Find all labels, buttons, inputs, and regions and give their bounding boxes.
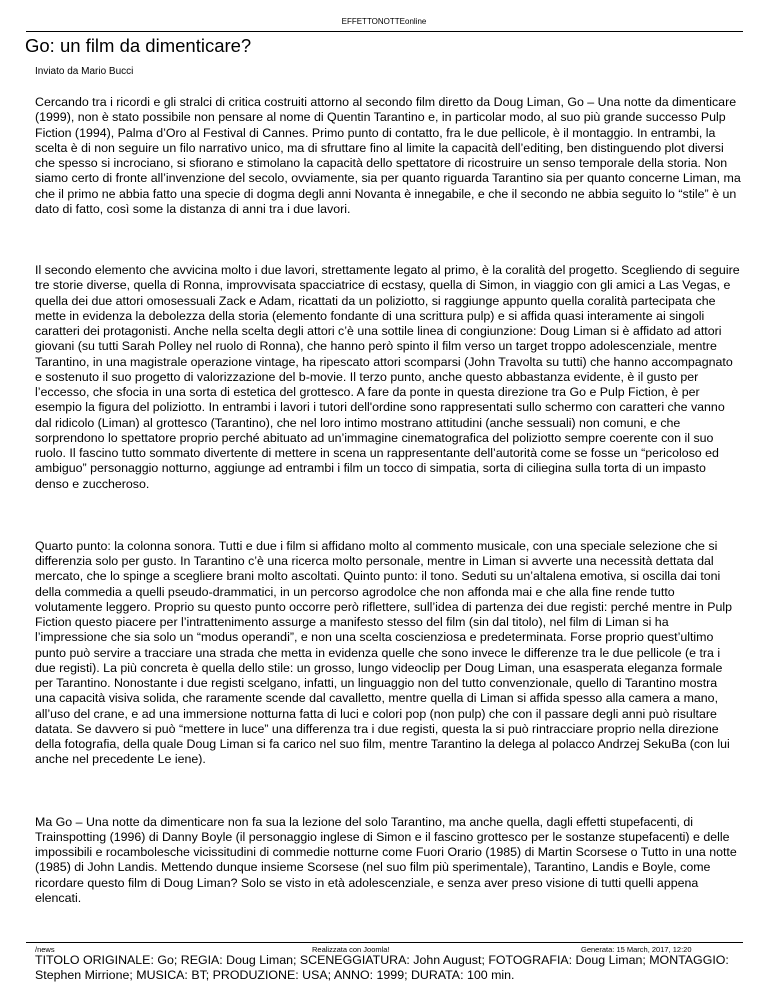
article-paragraph: Ma Go – Una notte da dimenticare non fa sua la lezione del solo Tarantino, ma anche quella, dagli effetti stupefacenti, di Trainspotting (1996) di Danny Boyle (il personaggio inglese di Simon e il fascino grottesco per le sostanze stupefacenti) e delle impossibili e rocambolesche vicissitudini di commedie notturne come Fuori Orario (1985) di Martin Scorsese o Tutto in una notte (1985) di John Landis. Mettendo dunque insieme Scorsese (nel suo film più sperimentale), Tarantino, Landis e Boyle, come ricordare questo film di Doug Liman? Solo se visto in età adolescenziale, e senza aver preso visione di tutti quelli appena elencati. xyxy=(35,814,737,905)
article-body xyxy=(35,95,741,984)
article-paragraph: Cercando tra i ricordi e gli stralci di critica costruiti attorno al secondo film diretto da Doug Liman, Go – Una notte da dimenticare (1999), non è stato possibile non pensare al nome di Quentin Tarantino e, in particolar modo, al suo più grande successo Pulp Fiction (1994), Palma d’Oro al Festival di Cannes. Primo punto di contatto, fra le due pellicole, è il montaggio. In entrambi, la scelta è di non seguire un filo narrativo unico, ma di sfruttare fino al limite la capacità dell’editing, ben distinguendo plot diversi che spesso si incrociano, si sfiorano e stimolano la capacità dello spettatore di ricostruire un senso temporale della storia. Non siamo certo di fronte all’invenzione del secolo, ovviamente, sia per quanto riguarda Tarantino sia per quanto concerne Liman, ma che il primo ne abbia fatto una specie di dogma degli anni Novanta è innegabile, e che il secondo ne abbia seguito lo “stile” è un dato di fatto, così some la distanza di anni tra i due lavori. xyxy=(35,95,741,216)
footer-credit: Realizzata con Joomla! xyxy=(312,945,390,954)
article-byline: Inviato da Mario Bucci xyxy=(35,66,134,77)
footer-generated-date: Generata: 15 March, 2017, 12:20 xyxy=(581,945,692,954)
article-paragraph: Quarto punto: la colonna sonora. Tutti e due i film si affidano molto al commento musicale, con una speciale selezione che si differenzia solo per gusto. In Tarantino c’è una ricerca molto personale, mentre in Liman si avverte una necessità dettata dal mercato, che lo spinge a scegliere brani molto ascoltati. Quinto punto: il tono. Seduti su un’altalena emotiva, si oscilla dai toni della commedia a quelli pseudo-drammatici, in un percorso agrodolce che non affonda mai e che alla fine rende tutto volutamente leggero. Proprio su questo punto occorre però riflettere, sull’idea di partenza dei due registi: perché mentre in Pulp Fiction questo piacere per l’intrattenimento assurge a manifesto stesso del film (sin dal titolo), nel film di Liman si ha l’impressione che sia solo un “modus operandi”, e non una scelta coscienziosa e predeterminata. Forse proprio quest’ultimo punto può servire a tracciare una strada che metta in evidenza quelle che sono invece le differenze tra le due pellicole (e tra i due registi). La più concreta è quella dello stile: un grosso, lungo videoclip per Doug Liman, una esasperata eleganza formale per Tarantino. Nonostante i due registi scelgano, infatti, un linguaggio non del tutto convenzionale, quello di Tarantino mostra una capacità visiva solida, che raramente scende dal cavalletto, mentre quella di Liman si affida spesso alla camera a mano, all’uso del crane, e ad una immersione notturna fatta di luci e colori pop (non pulp) che con il passare degli anni può risultare datata. Se davvero si può “mettere in luce” una differenza tra i due registi, questa la si può rintracciare proprio nella direzione della fotografia, della quale Doug Liman si fa carico nel suo film, mentre Tarantino la delega al polacco Andrzej SekuBa (con lui anche nel precedente Le iene). xyxy=(35,538,733,767)
film-credits: TITOLO ORIGINALE: Go; REGIA: Doug Liman; SCENEGGIATURA: John August; FOTOGRAFIA: Doug Liman; MONTAGGIO: Stephen Mirrione; MUSICA: BT; PRODUZIONE: USA; ANNO: 1999; DURATA: 100 min. xyxy=(35,953,729,983)
footer-path: /news xyxy=(35,945,55,954)
footer-divider xyxy=(26,942,743,943)
article-title: Go: un film da dimenticare? xyxy=(25,35,252,56)
article-paragraph: Il secondo elemento che avvicina molto i due lavori, strettamente legato al primo, è la coralità del progetto. Scegliendo di seguire tre storie diverse, quella di Ronna, improvvisata spacciatrice di ecstasy, quella di Simon, in viaggio con gli amici a Las Vegas, e quella dei due attori omosessuali Zack e Adam, ricattati da un poliziotto, si raggiunge appunto quella coralità partecipata che mette in evidenza la debolezza della storia (elemento fondante di una scrittura pulp) e si affida quasi interamente ai singoli caratteri dei protagonisti. Anche nella scelta degli attori c’è una sottile linea di congiunzione: Doug Liman si è affidato ad attori giovani (su tutti Sarah Polley nel ruolo di Ronna), che hanno però spinto il film verso un target troppo adolescenziale, mentre Tarantino, in una magistrale operazione vintage, ha ripescato attori scomparsi (John Travolta su tutti) che hanno accompagnato e sostenuto il suo progetto di valorizzazione del b-movie. Il terzo punto, anche questo abbastanza evidente, è il gusto per l’eccesso, che sfocia in una sorta di estetica del grottesco. A fare da ponte in questa direzione tra Go e Pulp Fiction, è per esempio la figura del poliziotto. In entrambi i lavori i tutori dell'ordine sono rappresentati sullo schermo con caratteri che vanno dal ridicolo (Liman) al grottesco (Tarantino), che nel loro intimo mostrano attitudini (anche sessuali) non comuni, e che sorprendono lo spettatore proprio perché abituato ad un’immagine cinematografica del poliziotto sempre coerente con il suo ruolo. Il fascino tutto sommato divertente di mettere in scena un rappresentante dell’autorità come se fosse un “pericoloso ed ambiguo” personaggio notturno, aggiunge ad entrambi i film un tocco di simpatia, sorta di ciliegina sulla torta di un impasto denso e zuccheroso. xyxy=(35,263,740,491)
header-divider xyxy=(26,31,743,32)
site-name: EFFETTONOTTEonline xyxy=(341,17,427,26)
